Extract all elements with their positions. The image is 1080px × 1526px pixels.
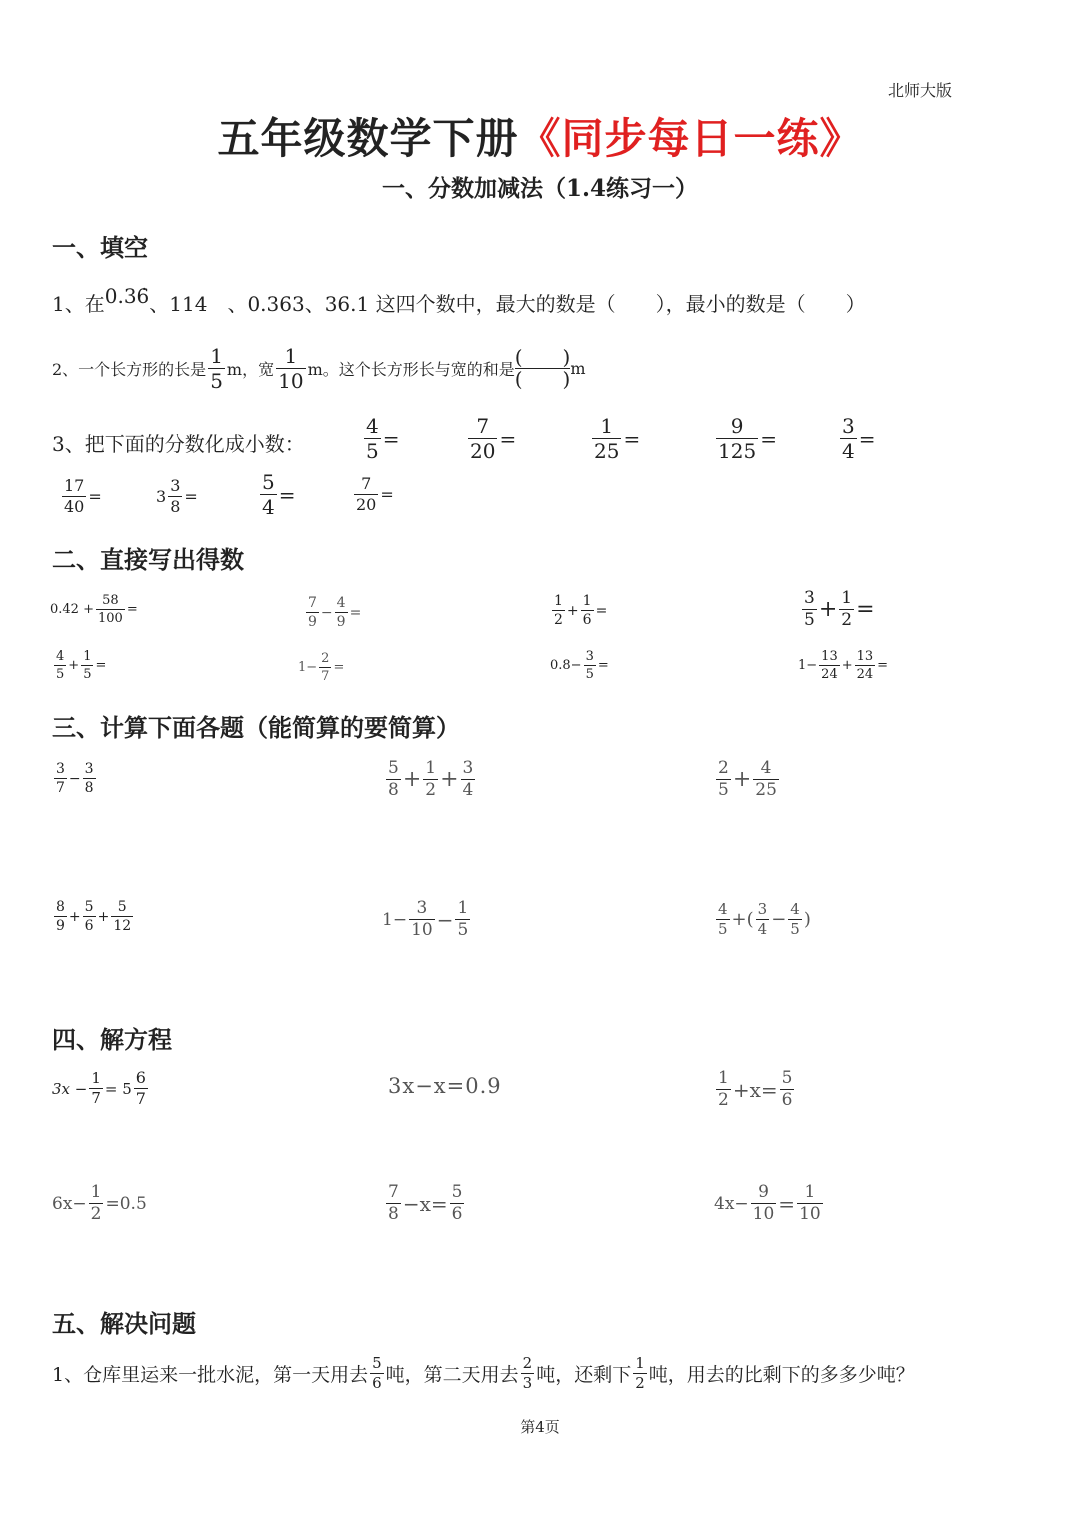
question-1-3-label: 3、把下面的分数化成小数： [52, 432, 305, 456]
edition-label: 北师大版 [888, 81, 953, 100]
mixed-number-item: 3 $\frac{3}{8}$ = [156, 476, 198, 516]
expression: 3 5 + $\frac{1}{2}$ = [804, 588, 875, 630]
expression: 0.42 + $\frac{58}{100}$ = [50, 593, 138, 626]
calc-problem: 3 7 − $\frac{3}{8}$ [56, 761, 94, 796]
section-fill-blank-heading: 一、填空 [52, 233, 148, 262]
fraction-item: $\frac{4}{5}$ = [366, 414, 400, 463]
fraction: 1 10 [278, 344, 304, 393]
expression: 1− $\frac{13}{24}$ + $\frac{13}{24}$ = [798, 649, 889, 682]
question-1-2: 2、一个长方形的长是 1 5 m，宽 1 10 m。这个长方形长与宽的和是 ( ) ( ) m [52, 344, 586, 393]
word-problem-1: 1、仓库里运来一批水泥，第一天用去 5 6 吨，第二天用去 2 3 吨，还剩下 1 2 吨，用去的比剩下的多多少吨？ [52, 1354, 915, 1392]
equation: 3x − $\frac{1}{7}$ = 5 6 7 [52, 1068, 146, 1108]
fraction-item: $\frac{3}{4}$ = [842, 414, 876, 463]
fraction-item: $\frac{9}{125}$ = [718, 414, 777, 463]
fraction-item: $\frac{7}{20}$ = [470, 414, 517, 463]
calc-problem: 1− $\frac{3}{10}$ − $\frac{1}{5}$ [382, 898, 469, 940]
equation: 6x− $\frac{1}{2}$ =0.5 [52, 1182, 147, 1224]
fraction-item: $\frac{7}{20}$ = [356, 474, 394, 514]
fraction: 1 5 [210, 344, 223, 393]
title-main: 五年级数学下册 [217, 114, 519, 163]
fraction-item: $\frac{17}{40}$ = [64, 476, 102, 516]
expression: 0.8− $\frac{3}{5}$ = [550, 649, 609, 682]
section-word-problems-heading: 五、解决问题 [52, 1309, 196, 1338]
page-number: 第4页 [520, 1418, 560, 1436]
calc-problem: 2 5 + $\frac{4}{25}$ [718, 758, 777, 800]
equation: 1 2 +x= $\frac{5}{6}$ [718, 1068, 793, 1110]
calc-problem: 5 8 + $\frac{1}{2}$ + $\frac{3}{4}$ [388, 758, 474, 800]
equation: 4x− $\frac{9}{10}$ = $\frac{1}{10}$ [714, 1182, 821, 1224]
answer-blank-fraction[interactable]: ( ) ( ) [514, 345, 571, 391]
page-title [0, 106, 1080, 166]
expression: 4 5 + $\frac{1}{5}$ = [56, 649, 107, 682]
calc-problem: 4 5 +( 3 4 − $\frac{4}{5}$ ) [718, 900, 811, 938]
section-calculate-heading: 三、计算下面各题（能简算的要简算） [52, 713, 460, 742]
expression: 7 9 − $\frac{4}{9}$ = [308, 595, 362, 630]
fraction-item: $\frac{5}{4}$ = [262, 470, 296, 519]
title-series: 《同步每日一练》 [518, 114, 863, 163]
equation: 3x−x=0.9 [388, 1074, 502, 1098]
repeating-decimal: 0.36̇ [104, 284, 150, 308]
equation: 7 8 −x= $\frac{5}{6}$ [388, 1182, 463, 1224]
page-subtitle: 一、分数加减法（1.4练习一） [381, 175, 698, 202]
expression: 1− $\frac{2}{7}$ = [298, 651, 345, 684]
expression: 1 2 + $\frac{1}{6}$ = [554, 593, 608, 628]
calc-problem: 8 9 + $\frac{5}{6}$ + $\frac{5}{12}$ [56, 899, 132, 934]
section-equations-heading: 四、解方程 [52, 1025, 172, 1054]
section-direct-answer-heading: 二、直接写出得数 [52, 545, 244, 574]
question-1-1: 1、在0.36̇、114 、0.363、36.1 这四个数中，最大的数是（ ），最小的数是（ ） [52, 284, 866, 316]
fraction-item: $\frac{1}{25}$ = [594, 414, 641, 463]
